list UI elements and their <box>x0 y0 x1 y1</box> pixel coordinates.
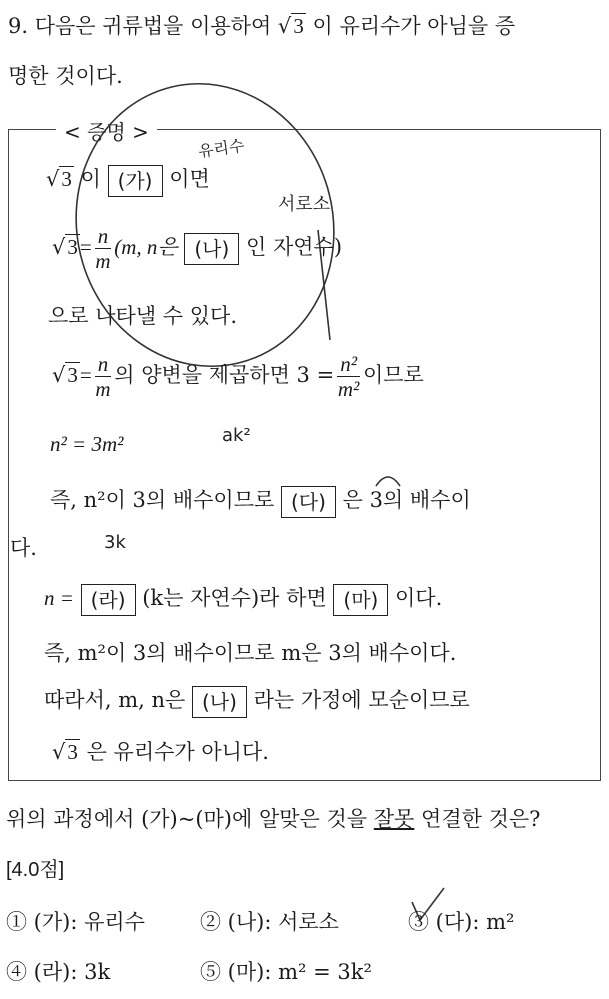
proof-text: n = <box>44 586 74 610</box>
question-number: 9. <box>8 14 29 38</box>
fraction-n-over-m: $\frac{n}{m}$ <box>95 352 111 401</box>
sqrt-symbol: √3 <box>52 235 78 259</box>
sqrt-symbol: √3 <box>52 363 78 387</box>
proof-text: 이다. <box>395 586 443 610</box>
proof-line-2 <box>52 224 342 273</box>
blank-box-ma: (마) <box>333 584 388 616</box>
proof-line-8 <box>44 582 442 616</box>
blank-box-na: (나) <box>184 233 239 265</box>
proof-label: < 증명 > <box>56 116 157 145</box>
hand-note-ak: ak² <box>222 425 251 446</box>
sqrt-symbol: √3 <box>46 167 72 191</box>
blank-box-da: (다) <box>281 486 336 518</box>
question-line-2: 명한 것이다. <box>8 64 123 88</box>
points-label: [4.0점] <box>6 859 65 881</box>
equals-sign: = <box>79 235 92 259</box>
proof-line-1 <box>46 163 210 197</box>
proof-line-6 <box>50 484 471 518</box>
proof-line-4: √3= $\frac{n}{m}$ 의 양변을 제곱하면 3 = $\frac{\text{n²}}{\text{m²}}$ 이므로 <box>52 352 424 401</box>
proof-line-11 <box>52 736 269 766</box>
proof-text: (m, n은 <box>114 235 178 259</box>
proof-line-10 <box>44 684 470 718</box>
ask-text: 위의 과정에서 (가)~(마)에 알맞은 것을 <box>6 807 368 831</box>
choice-5[interactable]: ⑤ (마): m² = 3k² <box>200 960 372 984</box>
proof-text: 의 양변을 제곱하면 3 = <box>114 363 335 387</box>
proof-line-3: 으로 나타낼 수 있다. <box>48 304 237 328</box>
ask-line <box>6 803 540 833</box>
choice-1[interactable]: ① (가): 유리수 <box>6 910 145 934</box>
sqrt-symbol: √3 <box>52 740 78 764</box>
blank-box-na-2: (나) <box>192 686 247 718</box>
proof-line-5: n² = 3m² <box>50 432 124 456</box>
choice-4[interactable]: ④ (라): 3k <box>6 960 111 984</box>
proof-text: 인 자연수) <box>246 235 343 259</box>
proof-text: 이 <box>80 167 101 191</box>
proof-text: (k는 자연수)라 하면 <box>142 586 327 610</box>
blank-box-ga: (가) <box>108 165 163 197</box>
fraction-n2-over-m2: $\frac{\text{n²}}{\text{m²}}$ <box>337 352 360 401</box>
fraction-n-over-m: $\frac{n}{m}$ <box>95 224 111 273</box>
question-text-b: 이 유리수가 아님을 증 <box>312 14 516 38</box>
sqrt-symbol: √3 <box>277 14 304 38</box>
proof-text: 따라서, m, n은 <box>44 688 186 712</box>
ask-text: 연결한 것은? <box>421 807 541 831</box>
hand-note-3k: 3k <box>104 532 126 553</box>
question-text-a: 다음은 귀류법을 이용하여 <box>34 14 272 38</box>
proof-text: 은 3의 배수이 <box>342 488 471 512</box>
proof-text: 이면 <box>169 167 210 191</box>
ask-emphasis-wrong: 잘못 <box>373 807 415 831</box>
hand-note-right: 서로소 <box>278 194 331 215</box>
proof-text: 즉, n²이 3의 배수이므로 <box>50 488 275 512</box>
blank-box-ra: (라) <box>81 584 136 616</box>
proof-text: 이므로 <box>362 363 424 387</box>
proof-line-7: 다. <box>10 536 37 560</box>
hand-note-top: 유리수 <box>197 135 246 162</box>
proof-text: 은 유리수가 아니다. <box>86 740 269 764</box>
proof-text: 라는 가정에 모순이므로 <box>253 688 470 712</box>
choice-2[interactable]: ② (나): 서로소 <box>200 910 339 934</box>
choice-3[interactable]: ③ (다): m² <box>408 910 515 934</box>
proof-line-9: 즉, m²이 3의 배수이므로 m은 3의 배수이다. <box>44 641 457 665</box>
